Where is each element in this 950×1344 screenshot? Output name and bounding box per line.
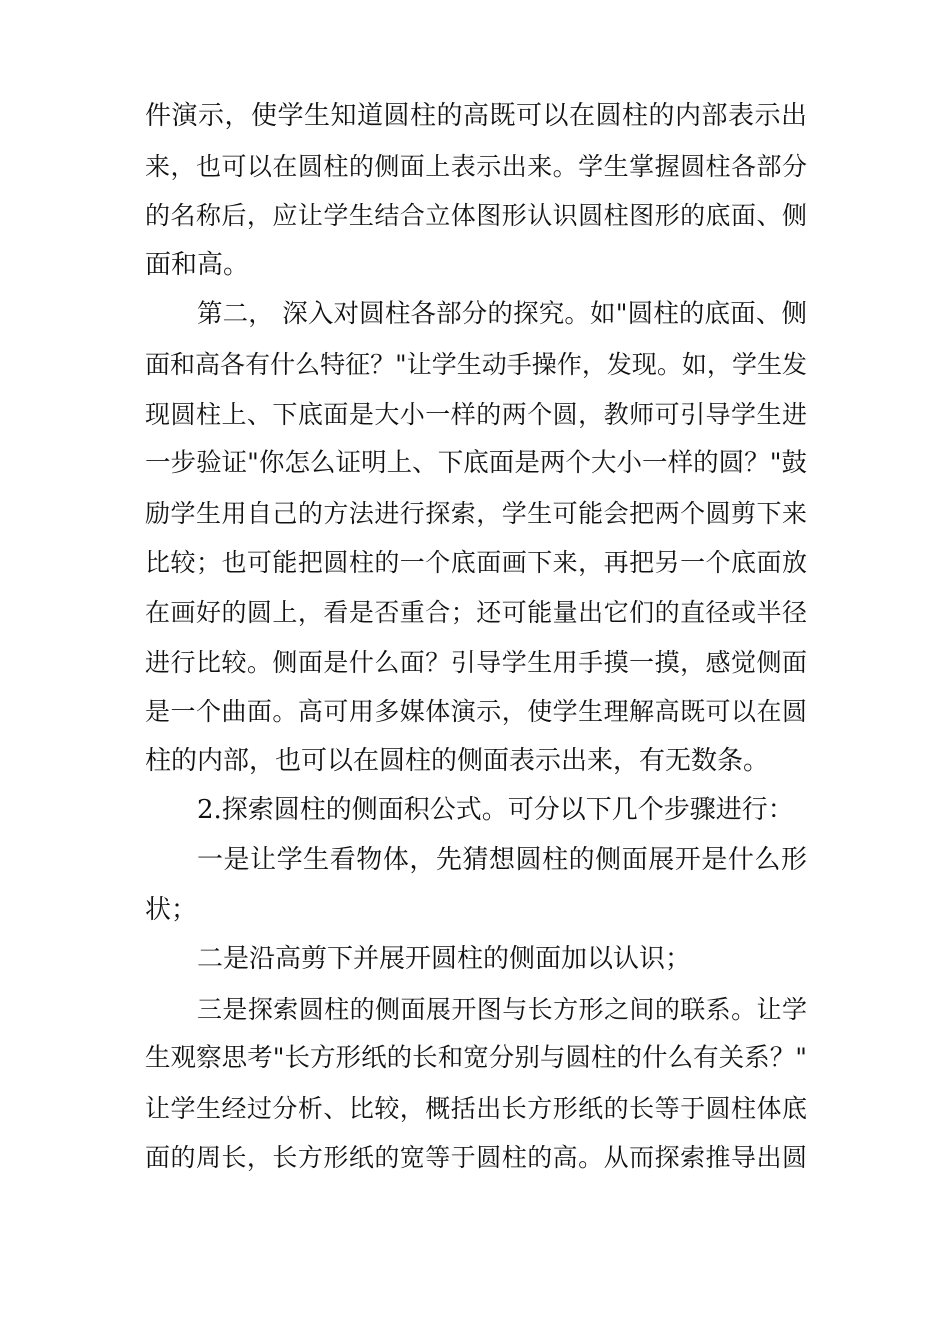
text-line: 励学生用自己的方法进行探索，学生可能会把两个圆剪下来 [145,498,807,528]
text-line: 二是沿高剪下并展开圆柱的侧面加以认识； [197,944,692,975]
text-line: 进行比较。侧面是什么面？引导学生用手摸一摸，感觉侧面 [145,647,807,677]
text-line: 面和高各有什么特征？"让学生动手操作，发现。如，学生发 [145,349,807,379]
text-line: 现圆柱上、下底面是大小一样的两个圆，教师可引导学生进 [145,399,807,429]
text-line: 状； [145,894,198,925]
text-line: 比较；也可能把圆柱的一个底面画下来，再把另一个底面放 [145,548,807,578]
document-body [145,92,807,1183]
text-line: 在画好的圆上，看是否重合；还可能量出它们的直径或半径 [145,597,807,627]
text-line: 三是探索圆柱的侧面展开图与长方形之间的联系。让学 [197,994,807,1024]
text-line: 生观察思考"长方形纸的长和宽分别与圆柱的什么有关系？" [145,1043,807,1074]
text-line: 来，也可以在圆柱的侧面上表示出来。学生掌握圆柱各部分 [145,151,807,181]
text-line: 是一个曲面。高可用多媒体演示，使学生理解高既可以在圆 [145,697,807,727]
text-line: 面的周长，长方形纸的宽等于圆柱的高。从而探索推导出圆 [145,1143,807,1173]
text-line: 让学生经过分析、比较，概括出长方形纸的长等于圆柱体底 [145,1093,807,1123]
text-line: 一步验证"你怎么证明上、下底面是两个大小一样的圆？"鼓 [145,448,807,479]
text-line: 柱的内部，也可以在圆柱的侧面表示出来，有无数条。 [145,745,770,776]
text-line: 件演示，使学生知道圆柱的高既可以在圆柱的内部表示出 [145,101,807,131]
text-line: 一是让学生看物体，先猜想圆柱的侧面展开是什么形 [197,844,807,875]
text-line: 2.探索圆柱的侧面积公式。可分以下几个步骤进行： [197,795,794,826]
text-line: 的名称后，应让学生结合立体图形认识圆柱图形的底面、侧 [145,201,807,231]
text-line: 第二， 深入对圆柱各部分的探究。如"圆柱的底面、侧 [197,299,807,330]
text-line: 面和高。 [145,249,250,280]
